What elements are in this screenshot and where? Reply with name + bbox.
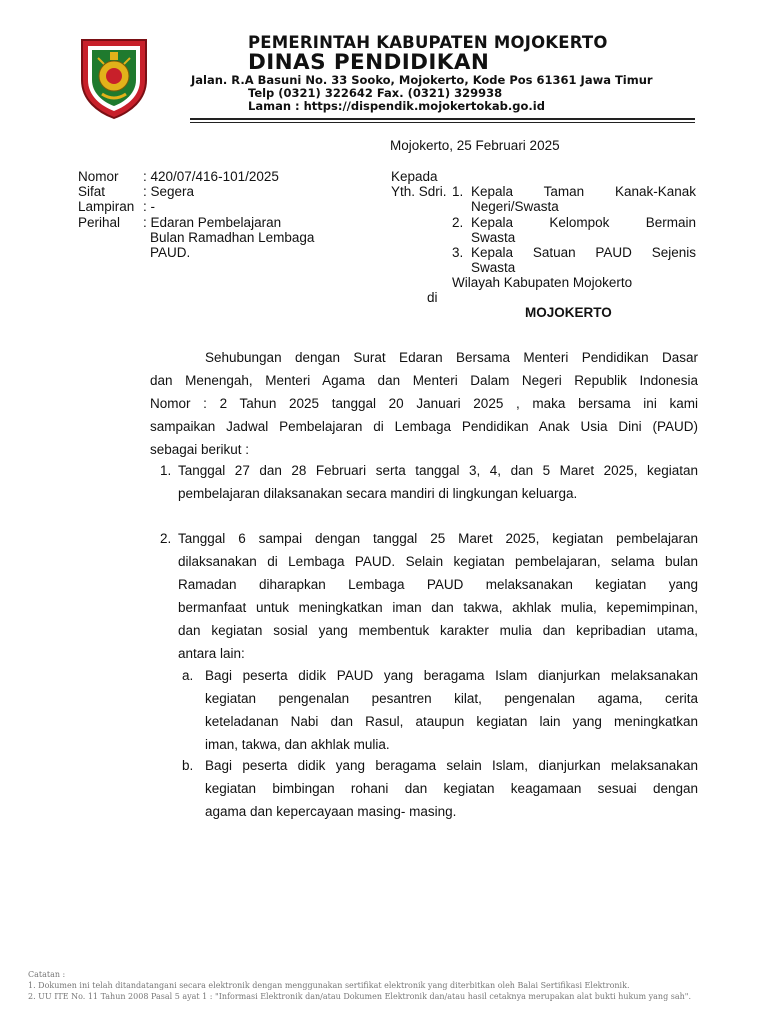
recipient-item-line2: Negeri/Swasta — [471, 199, 559, 214]
recipient-di: di — [427, 290, 438, 305]
recipient-city: MOJOKERTO — [525, 305, 612, 320]
nomor-value: : 420/07/416-101/2025 — [143, 169, 279, 184]
sub-item-line: Bagi peserta didik yang beragama selain Islam, dianjurkan melaksanakan — [205, 758, 698, 773]
recipient-region: Wilayah Kabupaten Mojokerto — [452, 275, 633, 290]
letterhead-government: PEMERINTAH KABUPATEN MOJOKERTO — [248, 33, 608, 52]
recipient-num: 2. — [452, 215, 464, 230]
yth-label: Yth. Sdri. — [391, 184, 447, 199]
paragraph-line: dan Menengah, Menteri Agama dan Menteri Dalam Negeri Republik Indonesia — [150, 373, 698, 388]
crest-icon — [72, 34, 156, 120]
recipient-item-line2: Swasta — [471, 260, 516, 275]
nomor-label: Nomor — [78, 169, 119, 184]
sub-item-label: b. — [182, 758, 194, 773]
kepada-label: Kepada — [391, 169, 438, 184]
regency-crest-logo — [72, 34, 156, 120]
sifat-value: : Segera — [143, 184, 195, 199]
sub-item-line: iman, takwa, dan akhlak mulia. — [205, 737, 390, 752]
recipient-item-line2: Swasta — [471, 230, 516, 245]
perihal-label: Perihal — [78, 215, 121, 230]
sub-item-line: kegiatan bimbingan rohani dan kegiatan keagamaan sesuai dengan — [205, 781, 698, 796]
letterhead-address: Jalan. R.A Basuni No. 33 Sooko, Mojokerto, Kode Pos 61361 Jawa Timur — [191, 73, 653, 87]
sub-item-line: Bagi peserta didik PAUD yang beragama Islam dianjurkan melaksanakan — [205, 668, 698, 683]
sifat-label: Sifat — [78, 184, 106, 199]
item-line: Tanggal 27 dan 28 Februari serta tanggal 3, 4, dan 5 Maret 2025, kegiatan — [178, 463, 698, 478]
recipient-num: 3. — [452, 245, 464, 260]
lampiran-value: : - — [143, 199, 155, 214]
recipient-num: 1. — [452, 184, 464, 199]
paragraph-line: Sehubungan dengan Surat Edaran Bersama Menteri Pendidikan Dasar — [205, 350, 698, 365]
footer-note: 2. UU ITE No. 11 Tahun 2008 Pasal 5 ayat 1 : "Informasi Elektronik dan/atau Dokumen Elektronik dan/atau hasil cetaknya merupakan alat bukti hukum yang sah". — [28, 992, 691, 1001]
item-line: bermanfaat untuk meningkatkan iman dan takwa, akhlak mulia, kepemimpinan, — [178, 600, 698, 615]
paragraph-line: sampaikan Jadwal Pembelajaran di Lembaga Pendidikan Anak Usia Dini (PAUD) — [150, 419, 698, 434]
recipient-item: Kepala Satuan PAUD Sejenis — [471, 245, 696, 260]
sub-item-line: keteladanan Nabi dan Rasul, ataupun kegiatan lain yang meningkatkan — [205, 714, 698, 729]
sub-item-line: agama dan kepercayaan masing- masing. — [205, 804, 457, 819]
footer-note: 1. Dokumen ini telah ditandatangani secara elektronik dengan menggunakan sertifikat elektronik yang diterbitkan oleh Balai Sertifikasi Elektronik. — [28, 981, 630, 990]
paragraph-line: Nomor : 2 Tahun 2025 tanggal 20 Januari 2025 , maka bersama ini kami — [150, 396, 698, 411]
perihal-value-line2: Bulan Ramadhan Lembaga — [150, 230, 315, 245]
perihal-value-line3: PAUD. — [150, 245, 191, 260]
e-signature-footer — [28, 969, 691, 1002]
letterhead-rule-thin — [190, 122, 695, 123]
item-line: antara lain: — [178, 646, 245, 661]
item-line: pembelajaran dilaksanakan secara mandiri di lingkungan keluarga. — [178, 486, 578, 501]
item-line: Ramadan diharapkan Lembaga PAUD melaksanakan kegiatan yang — [178, 577, 698, 592]
recipient-item: Kepala Taman Kanak-Kanak — [471, 184, 696, 199]
letterhead-website: Laman : https://dispendik.mojokertokab.go.id — [248, 99, 545, 113]
item-line: dilaksanakan di Lembaga PAUD. Selain kegiatan pembelajaran, selama bulan — [178, 554, 698, 569]
footer-title: Catatan : — [28, 970, 66, 979]
item-line: dan kegiatan sosial yang membentuk karakter mulia dan kepribadian utama, — [178, 623, 698, 638]
letterhead-office: DINAS PENDIDIKAN — [248, 50, 490, 75]
perihal-value: : Edaran Pembelajaran — [143, 215, 282, 230]
lampiran-label: Lampiran — [78, 199, 135, 214]
item-line: Tanggal 6 sampai dengan tanggal 25 Maret 2025, kegiatan pembelajaran — [178, 531, 698, 546]
sub-item-line: kegiatan pengenalan pesantren kilat, pengenalan agama, cerita — [205, 691, 698, 706]
paragraph-line: sebagai berikut : — [150, 442, 250, 457]
recipient-item: Kepala Kelompok Bermain — [471, 215, 696, 230]
item-number: 2. — [160, 531, 172, 546]
letterhead-phone: Telp (0321) 322642 Fax. (0321) 329938 — [248, 86, 503, 100]
sub-item-label: a. — [182, 668, 194, 683]
letterhead-rule-thick — [190, 118, 695, 120]
letter-date: Mojokerto, 25 Februari 2025 — [390, 138, 560, 153]
item-number: 1. — [160, 463, 172, 478]
